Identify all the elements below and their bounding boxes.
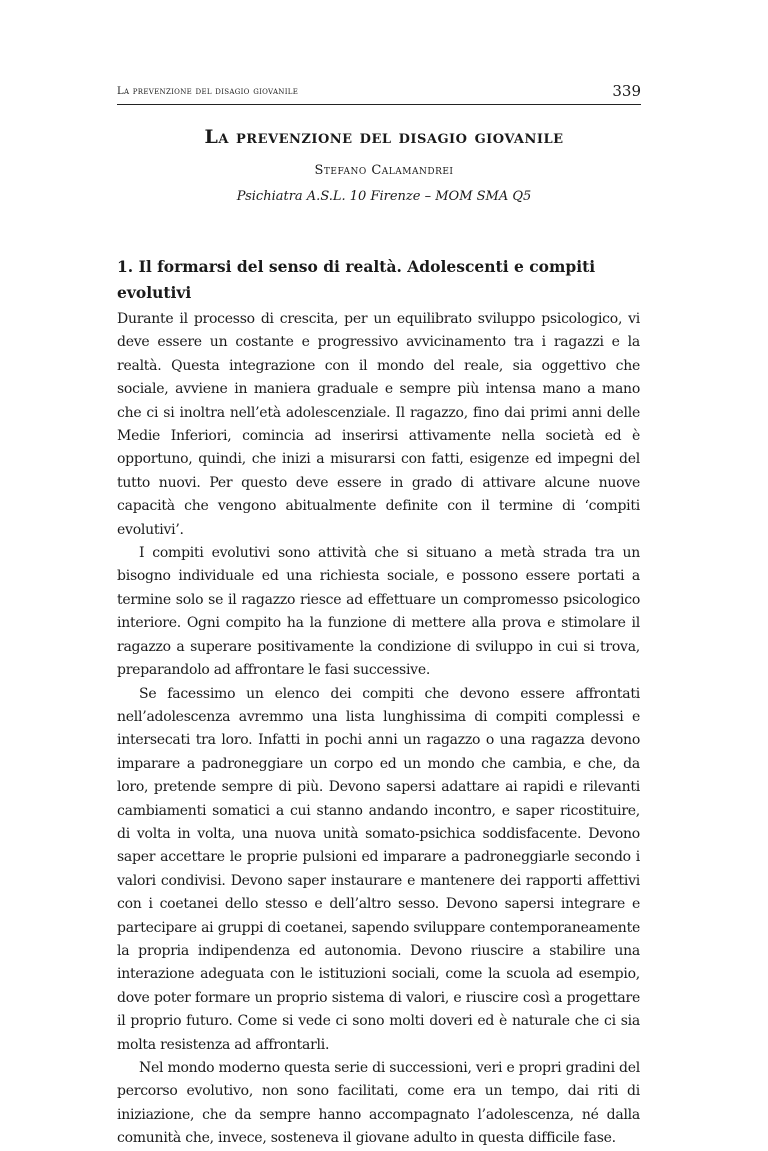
running-head: La prevenzione del disagio giovanile bbox=[117, 86, 299, 97]
page-number: 339 bbox=[612, 82, 641, 100]
page-header bbox=[117, 80, 641, 105]
section-heading: 1. Il formarsi del senso di realtà. Adolescenti e compiti evolutivi bbox=[117, 257, 596, 302]
paragraph-3: Se facessimo un elenco dei compiti che devono essere affrontati nell’adolescenza avremmo una lista lunghissima di compiti complessi e intersecati tra loro. Infatti in pochi anni un ragazzo o una ragazza devono imparare a padroneggiare un corpo ed un mondo che cambia, e che, da loro, pretende sempre di più. Devono sapersi adattare ai rapidi e rilevanti cambiamenti somatici a cui stanno andando incontro, e saper ricostituire, di volta in volta, una nuova unità somato-psichica soddisfacente. Devono saper accettare le proprie pulsioni ed imparare a padroneggiarle secondo i valori condivisi. Devono saper instaurare e mantenere dei rapporti affettivi con i coetanei dello stesso e dell’altro sesso. Devono sapersi integrare e partecipare ai gruppi di coetanei, sapendo sviluppare contemporaneamente la propria indipendenza ed autonomia. Devono riuscire a stabilire una interazione adeguata con le istituzioni sociali, come la scuola ad esempio, dove poter formare un proprio sistema di valori, e riuscire così a progettare il proprio futuro. Come si vede ci sono molti doveri ed è naturale che ci sia molta resistenza ad affrontarli. bbox=[117, 685, 640, 1053]
article-author: Stefano Calamandrei bbox=[314, 163, 454, 178]
author-affiliation: Psichiatra A.S.L. 10 Firenze – MOM SMA Q5 bbox=[236, 189, 532, 204]
paragraph-4: Nel mondo moderno questa serie di successioni, veri e propri gradini del percorso evolutivo, non sono facilitati, come era un tempo, dai riti di iniziazione, che da sempre hanno accompagnato l’adolescenza, né dalla comunità che, invece, sosteneva il giovane adulto in questa difficile fase. bbox=[117, 1060, 640, 1147]
paragraph-1: Durante il processo di crescita, per un equilibrato sviluppo psicologico, vi deve essere un costante e progressivo avvicinamento tra i ragazzi e la realtà. Questa integrazione con il mondo del reale, sia oggettivo che sociale, avviene in maniera graduale e sempre più intensa mano a mano che ci si inoltra nell’età adolescenziale. Il ragazzo, fino dai primi anni delle Medie Inferiori, comincia ad inserirsi attivamente nella società ed è opportuno, quindi, che inizi a misurarsi con fatti, esigenze ed impegni del tutto nuovi. Per questo deve essere in grado di attivare alcune nuove capacità che vengono abitualmente definite con il termine di ‘compiti evolutivi’. bbox=[117, 311, 640, 538]
paragraph-2: I compiti evolutivi sono attività che si situano a metà strada tra un bisogno individuale ed una richiesta sociale, e possono essere portati a termine solo se il ragazzo riesce ad effettuare un compromesso psicologico interiore. Ogni compito ha la funzione di mettere alla prova e stimolare il ragazzo a superare positivamente la condizione di sviluppo in cui si trova, preparandolo ad affrontare le fasi successive. bbox=[117, 545, 640, 679]
article-body bbox=[117, 254, 640, 1151]
article-title: La prevenzione del disagio giovanile bbox=[204, 126, 564, 148]
